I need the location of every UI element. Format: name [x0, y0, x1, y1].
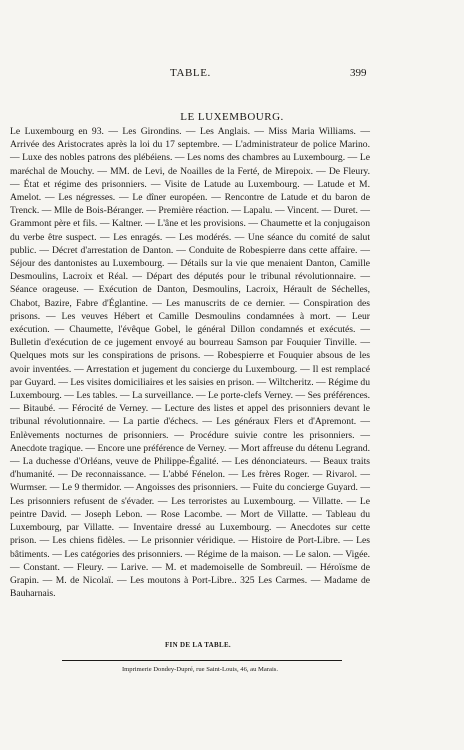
page-number: 399 — [350, 67, 367, 79]
end-of-table-note: FIN DE LA TABLE. — [164, 641, 231, 649]
summary-text: Le Luxembourg en 93. — Les Girondins. — Les Anglais. — Miss Maria Williams. — Arrivée des Aristocrates après la loi du 17 septembre. — L'administrateur de police Marino. — Luxe des nobles patrons des plébéiens. — Les noms des chambres au Luxembourg. — Le maréchal de Mouchy. — MM. de Levi, de Noailles de la Ferté, de Mirepoix. — De Fleury. — État et régime des prisonniers. — Visite de Latude au Luxembourg. — Latude et M. Amelot. — Les négresses. — Le dîner européen. — Rencontre de Latude et du baron de Trenck. — Mlle de Bois-Béranger. — Première réaction. — Lapalu. — Vincent. — Duret. — Grammont père et fils. — Kaltner. — L'âne et les provisions. — Chaumette et la conjugaison du verbe être suspect. — Les enragés. — Les modérés. — Une séance du comité de salut public. — Décret d'arrestation de Danton. — Conduite de Robespierre dans cette affaire. — Séjour des dantonistes au Luxembourg. — Détails sur la vie que menaient Danton, Camille Desmoulins, Lacroix et Réal. — Départ des députés pour le tribunal révolutionnaire. — Séance orageuse. — Exécution de Danton, Desmoulins, Lacroix, Hérault de Séchelles, Chabot, Bazire, Fabre d'Églantine. — Les manuscrits de ce dernier. — Conspiration des prisons. — Les veuves Hébert et Camille Desmoulins condamnées à mort. — Leur exécution. — Chaumette, l'évêque Gobel, le général Dillon condamnés et exécutés. — Bulletin d'exécution de ce jugement envoyé au bourreau Samson par Fouquier Tinville. — Quelques mots sur les conspirations de prisons. — Robespierre et Fouquier absous de les avoir inventées. — Arrestation et jugement du concierge du Luxembourg. — Il est remplacé par Guyard. — Les visites domiciliaires et les saisies en prison. — Wiltcheritz. — Régime du Luxembourg. — Les tables. — La surveillance. — Le porte-clefs Verney. — Ses préférences. — Bitaubé. — Férocité de Verney. — Lecture des listes et appel des prisonniers devant le tribunal révolutionnaire. — La partie d'échecs. — Les généraux Flers et d'Apremont. — Enlèvements nocturnes de prisonniers. — Procédure suivie contre les prisonniers. — Anecdote tragique. — Encore une préférence de Verney. — Mort affreuse du détenu Legrand. — La duchesse d'Orléans, veuve de Philippe-Égalité. — Les dénonciateurs. — Beaux traits d'humanité. — De reconnaissance. — L'abbé Fénelon. — Les frères Roger. — Rivarol. — Wurmser. — Le 9 thermidor. — Angoisses des prisonniers. — Fuite du concierge Guyard. — Les prisonniers refusent de s'évader. — Les terroristes au Luxembourg. — Villatte. — Le peintre David. — Joseph Lebon. — Rose Lacombe. — Mort de Villatte. — Tableau du Luxembourg, par Villatte. — Inventaire dressé au Luxembourg. — Anecdotes sur cette prison. — Les chiens fidèles. — Le prisonnier véridique. — Histoire de Port-Libre. — Les bâtiments. — Les catégories des prisonniers. — Régime de la maison. — Le salon. — Vigée. — Constant. — Fleury. — Larive. — M. et mademoiselle de Sombreuil. — Héroïsme de Grapin. — M. de Nicolaï. — Les moutons à Port-Libre.. 325 Les Carmes. — Madame de Bauharnais. — [10, 126, 370, 600]
running-title: TABLE. — [170, 67, 211, 79]
running-head — [0, 67, 464, 81]
section-title: LE LUXEMBOURG. — [180, 111, 284, 123]
chapter-summary — [10, 125, 370, 600]
horizontal-rule — [62, 660, 342, 661]
printer-imprint: Imprimerie Dondey-Dupré, rue Saint-Louis, 46, au Marais. — [121, 666, 278, 673]
